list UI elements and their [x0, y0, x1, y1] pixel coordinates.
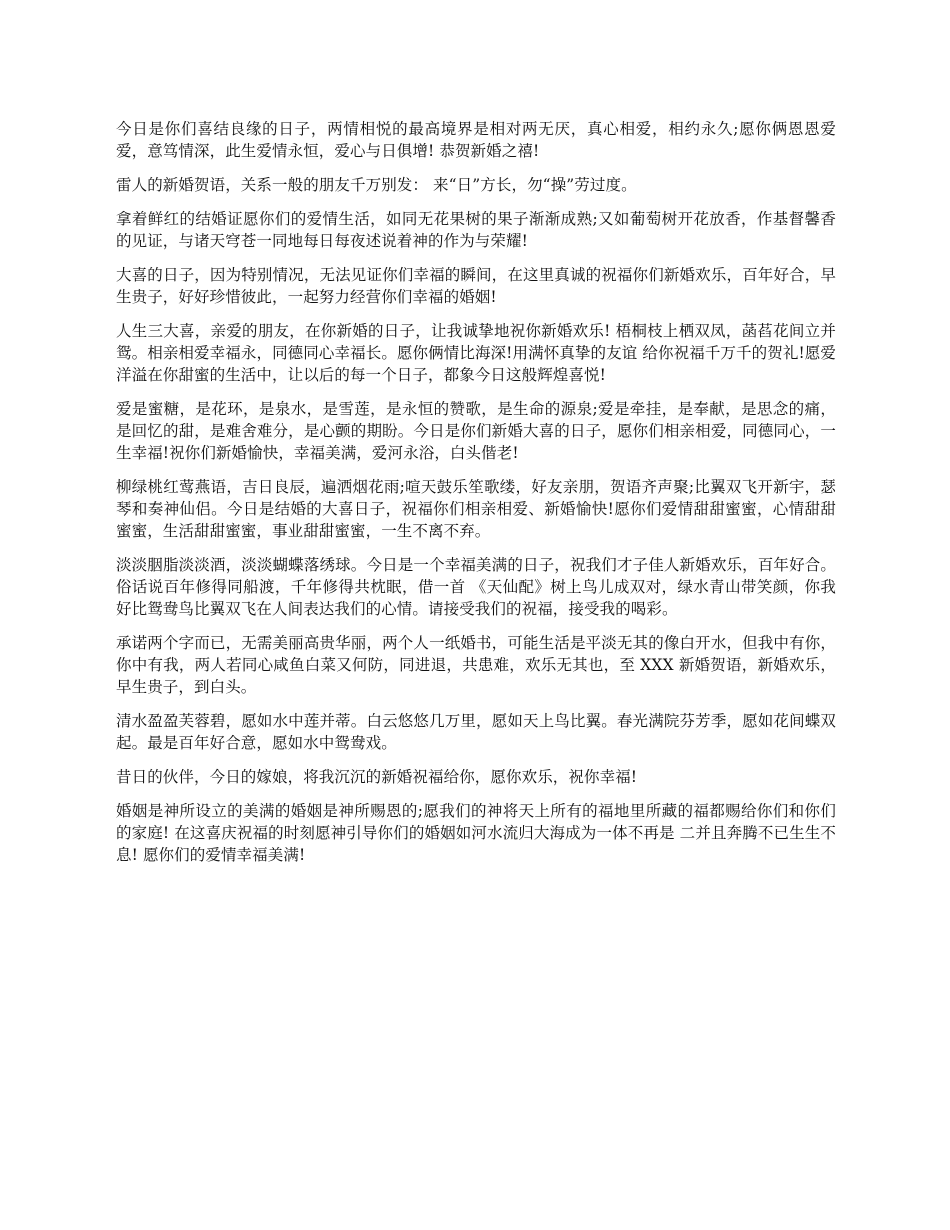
paragraph-1: 今日是你们喜结良缘的日子，两情相悦的最高境界是相对两无厌，真心相爱，相约永久;愿你俩恩恩爱爱，意笃情深，此生爱情永恒，爱心与日俱增! 恭贺新婚之禧! [116, 120, 836, 160]
paragraph-8: 淡淡胭脂淡淡酒，淡淡蝴蝶落绣球。今日是一个幸福美满的日子，祝我们才子佳人新婚欢乐，百年好合。俗话说百年修得同船渡，千年修得共枕眠，借一首 《天仙配》树上鸟儿成双对，绿水青山带笑颜，你我好比鸳鸯鸟比翼双飞在人间表达我们的心情。请接受我们的祝福，接受我的喝彩。 [116, 556, 836, 618]
paragraph-4: 大喜的日子，因为特别情况，无法见证你们幸福的瞬间，在这里真诚的祝福你们新婚欢乐，百年好合，早生贵子，好好珍惜彼此，一起努力经营你们幸福的婚姻! [116, 266, 836, 306]
paragraph-10: 清水盈盈芙蓉碧，愿如水中莲并蒂。白云悠悠几万里，愿如天上鸟比翼。春光满院芬芳季，愿如花间蝶双起。最是百年好合意，愿如水中鸳鸯戏。 [116, 712, 836, 752]
paragraph-7: 柳绿桃红莺燕语，吉日良辰，遍洒烟花雨;喧天鼓乐笙歌缕，好友亲朋，贺语齐声聚;比翼双飞开新宇，瑟琴和奏神仙侣。今日是结婚的大喜日子，祝福你们相亲相爱、新婚愉快!愿你们爱情甜甜蜜蜜，心情甜甜蜜蜜，生活甜甜蜜蜜，事业甜甜蜜蜜，一生不离不弃。 [116, 478, 836, 540]
paragraph-11: 昔日的伙伴，今日的嫁娘，将我沉沉的新婚祝福给你，愿你欢乐，祝你幸福! [116, 768, 638, 786]
paragraph-12: 婚姻是神所设立的美满的婚姻是神所赐恩的;愿我们的神将天上所有的福地里所藏的福都赐给你们和你们的家庭! 在这喜庆祝福的时刻愿神引导你们的婚姻如河水流归大海成为一体不再是 二并且奔腾不已生生不息! 愿你们的爱情幸福美满! [116, 802, 836, 864]
paragraph-6: 爱是蜜糖，是花环，是泉水，是雪莲，是永恒的赞歌，是生命的源泉;爱是牵挂，是奉献，是思念的痛，是回忆的甜，是难舍难分，是心颤的期盼。今日是你们新婚大喜的日子，愿你们相亲相爱，同德同心，一生幸福!祝你们新婚愉快，幸福美满，爱河永浴，白头偕老! [116, 400, 836, 462]
paragraph-3: 拿着鲜红的结婚证愿你们的爱情生活，如同无花果树的果子渐渐成熟;又如葡萄树开花放香，作基督馨香的见证，与诸天穹苍一同地每日每夜述说着神的作为与荣耀! [116, 210, 836, 250]
paragraph-5: 人生三大喜，亲爱的朋友，在你新婚的日子，让我诚挚地祝你新婚欢乐! 梧桐枝上栖双凤，菡萏花间立并鸳。相亲相爱幸福永，同德同心幸福长。愿你俩情比海深!用满怀真挚的友谊 给你祝福千万千的贺礼!愿爱洋溢在你甜蜜的生活中，让以后的每一个日子，都象今日这般辉煌喜悦! [116, 322, 836, 384]
paragraph-9: 承诺两个字而已，无需美丽高贵华丽，两个人一纸婚书，可能生活是平淡无其的像白开水，但我中有你，你中有我，两人若同心咸鱼白菜又何防，同进退，共患难，欢乐无其也，至 XXX 新婚贺语，新婚欢乐，早生贵子，到白头。 [116, 634, 836, 696]
paragraph-2: 雷人的新婚贺语，关系一般的朋友千万别发： 来“日”方长，勿“操”劳过度。 [116, 176, 637, 194]
document-body [116, 118, 836, 878]
